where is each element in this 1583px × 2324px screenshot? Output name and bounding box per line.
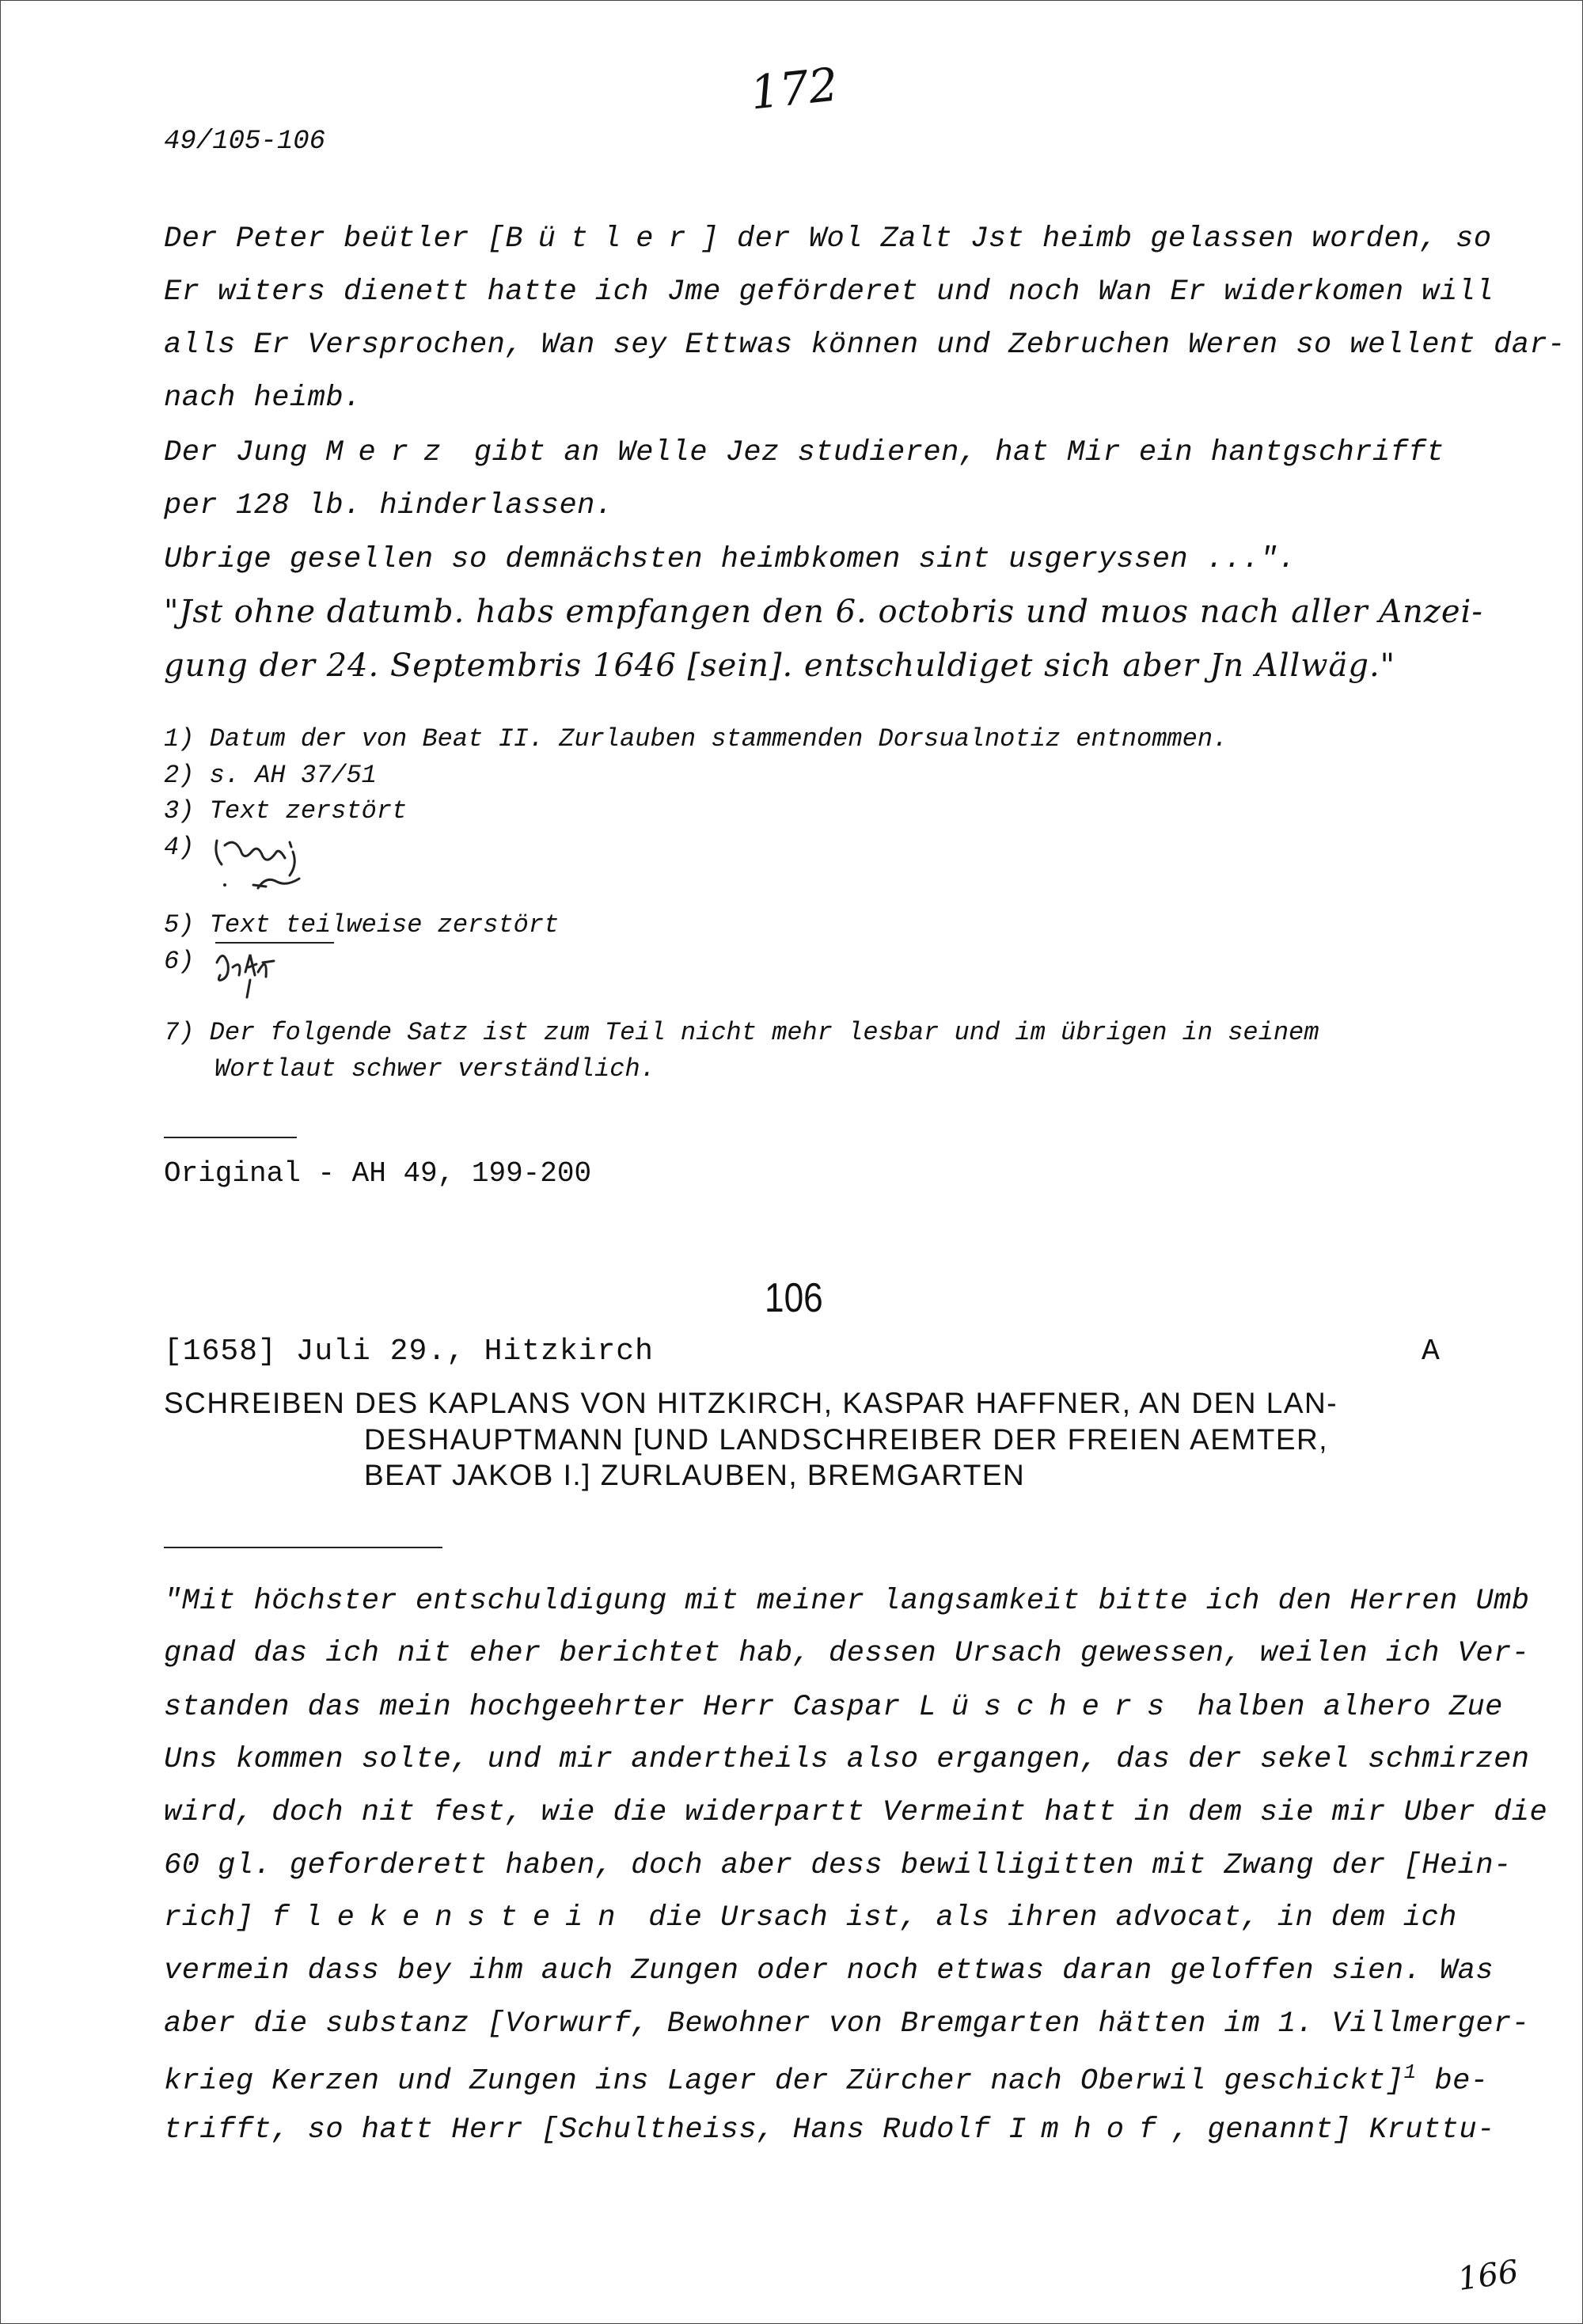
- handwritten-note-line-1: "Jst ohne datumb. habs empfangen den 6. octobris und muos nach aller Anzei-: [164, 594, 1483, 630]
- archive-reference: 49/105-106: [164, 127, 326, 157]
- document-title-line-3: BEAT JAKOB I.] ZURLAUBEN, BREMGARTEN: [364, 1459, 1026, 1491]
- letter-line-1: "Mit höchster entschuldigung mit meiner langsamkeit bitte ich den Herren Umb: [164, 1585, 1530, 1618]
- document-date-place: [1658] Juli 29., Hitzkirch: [164, 1335, 654, 1369]
- text-line-6: per 128 lb. hinderlassen.: [164, 489, 613, 522]
- letter-line-5: wird, doch nit fest, wie die widerpartt Vermeint hatt in dem sie mir Uber die: [164, 1796, 1548, 1829]
- letter-line-9: aber die substanz [Vorwurf, Bewohner von Bremgarten hätten im 1. Villmerger-: [164, 2007, 1530, 2041]
- letter-line-11: trifft, so hatt Herr [Schultheiss, Hans Rudolf Imhof, genannt] Kruttu-: [164, 2113, 1495, 2147]
- footnote-3: 3) Text zerstört: [164, 796, 408, 826]
- footnote-7: 7) Der folgende Satz ist zum Teil nicht mehr lesbar und im übrigen in seinem: [164, 1018, 1319, 1047]
- text-line-4: nach heimb.: [164, 382, 362, 415]
- footnote-5: 5) Text teilweise zerstört: [164, 910, 560, 940]
- footnote-1: 1) Datum der von Beat II. Zurlauben stammenden Dorsualnotiz entnommen.: [164, 724, 1228, 754]
- handwritten-sample-4: [211, 823, 337, 896]
- letter-line-4: Uns kommen solte, und mir andertheils also ergangen, das der sekel schmirzen: [164, 1743, 1530, 1776]
- footnote-2: 2) s. AH 37/51: [164, 761, 377, 790]
- letter-line-8: vermein dass bey ihm auch Zungen oder noch ettwas daran geloffen sien. Was: [164, 1954, 1494, 1988]
- folio-mark: 166: [1456, 2253, 1521, 2299]
- letter-line-2: gnad das ich nit eher berichtet hab, dessen Ursach gewessen, weilen ich Ver-: [164, 1637, 1530, 1670]
- text-line-5: Der Jung Merz gibt an Welle Jez studieren, hat Mir ein hantgschrifft: [164, 436, 1444, 469]
- handwritten-note-line-2: gung der 24. Septembris 1646 [sein]. entschuldiget sich aber Jn Allwäg.": [164, 647, 1396, 684]
- document-number: 106: [765, 1275, 823, 1321]
- text-line-7: Ubrige gesellen so demnächsten heimbkomen sint usgeryssen ...".: [164, 543, 1296, 576]
- title-separator-rule: [164, 1547, 442, 1548]
- archive-page-number: 172: [747, 57, 841, 120]
- footnote-4: 4): [164, 833, 195, 862]
- separator-rule: [164, 1137, 297, 1138]
- text-line-3: alls Er Versprochen, Wan sey Ettwas können und Zebruchen Weren so wellent dar-: [164, 328, 1566, 362]
- document-grade: A: [1422, 1335, 1441, 1369]
- footnote-7-continuation: Wortlaut schwer verständlich.: [214, 1054, 655, 1084]
- letter-line-10: krieg Kerzen und Zungen ins Lager der Zürcher nach Oberwil geschickt]$^1$ be-: [164, 2060, 1489, 2098]
- letter-line-3: standen das mein hochgeehrter Herr Caspar Lüschers halben alhero Zue: [164, 1691, 1503, 1724]
- footnote-6: 6): [164, 947, 195, 976]
- text-line-1: Der Peter beütler [Bütler] der Wol Zalt Jst heimb gelassen worden, so: [164, 222, 1492, 256]
- document-title-line-2: DESHAUPTMANN [UND LANDSCHREIBER DER FREIEN AEMTER,: [364, 1423, 1329, 1456]
- original-source: Original - AH 49, 199-200: [164, 1157, 592, 1190]
- document-title-line-1: SCHREIBEN DES KAPLANS VON HITZKIRCH, KASPAR HAFFNER, AN DEN LAN-: [164, 1387, 1338, 1419]
- letter-line-7: rich] flekenstein die Ursach ist, als ihren advocat, in dem ich: [164, 1901, 1457, 1935]
- text-line-2: Er witers dienett hatte ich Jme geförderet und noch Wan Er widerkomen will: [164, 275, 1494, 309]
- handwritten-sample-6: [211, 940, 306, 999]
- letter-line-6: 60 gl. geforderett haben, doch aber dess bewilligitten mit Zwang der [Hein-: [164, 1849, 1512, 1882]
